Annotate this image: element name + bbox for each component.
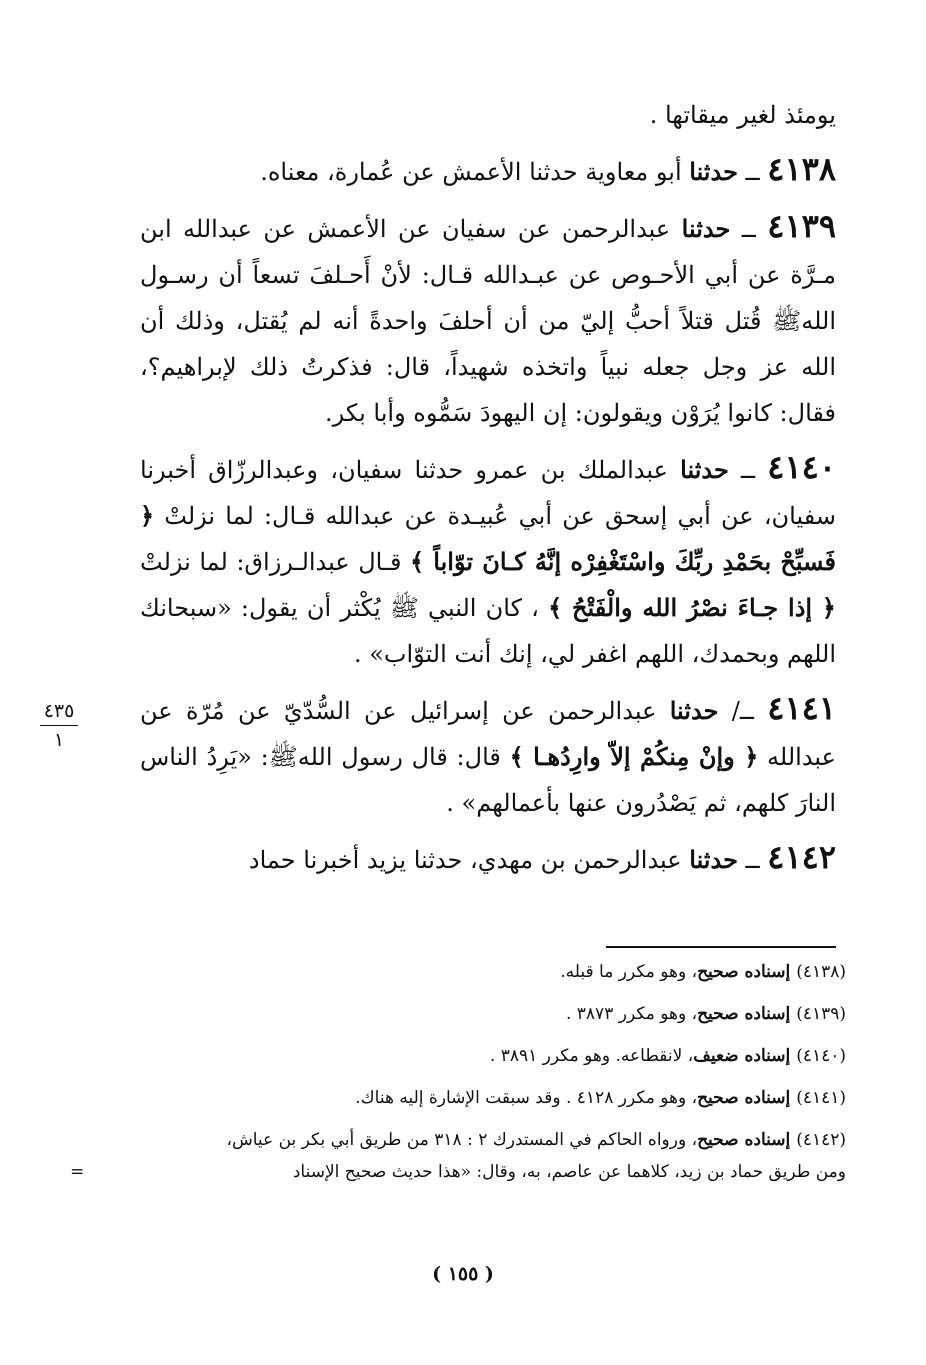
- hadith-separator: ــ: [728, 456, 768, 484]
- hadith-number: ٤١٤٢: [767, 838, 836, 876]
- footnotes: [70, 962, 846, 1183]
- hadith-lead: حدثنا: [681, 214, 731, 243]
- footnote-divider: [606, 946, 836, 948]
- quran-verse: ﴿ وإنْ مِنكُمْ إلاّ وارِدُهـا ﴾: [509, 742, 759, 771]
- margin-ref-divider: [40, 725, 78, 726]
- margin-ref-top: ٤٣٥: [43, 700, 75, 722]
- hadith-text: قال: قال رسول اللهﷺ: «يَرِدُ الناس النارَ كلهم، ثم يَصْدُرون عنها بأعمالهم» .: [140, 743, 836, 817]
- quran-verse: ﴿ فَسبِّحْ بحَمْدِ ربِّكَ واسْتَغْفِرْه إنَّهُ كـانَ توّاباً ﴾: [140, 501, 836, 576]
- hadith-text: عبدالرحمن عن إسرائيل عن السُّدّيّ عن مُرّة عن عبدالله: [140, 697, 836, 771]
- hadith-4142: [140, 834, 836, 883]
- hadith-separator: ــ/: [718, 697, 768, 725]
- footnote-ref: (٤١٤١): [796, 1088, 846, 1108]
- hadith-separator: ــ: [737, 846, 768, 874]
- hadith-separator: ــ: [737, 158, 768, 186]
- quran-verse: ﴿ إذا جـاءَ نصْرُ الله والْفَتْحُ ﴾: [548, 593, 836, 622]
- footnote-4140: [86, 1046, 846, 1067]
- intro-line: يومئذ لغير ميقاتها .: [649, 101, 836, 129]
- hadith-number: ٤١٣٩: [767, 207, 837, 245]
- margin-reference: [34, 700, 84, 751]
- footnote-4141: [86, 1088, 846, 1109]
- footnote-grade: إسناده صحيح: [697, 1004, 797, 1024]
- hadith-number: ٤١٤١: [767, 689, 836, 727]
- hadith-4139: [140, 203, 836, 436]
- hadith-4140: [140, 444, 836, 677]
- continuation-mark: =: [70, 1162, 85, 1182]
- hadith-separator: ــ: [730, 215, 768, 243]
- footnote-text: ، ورواه الحاكم في المستدرك ٢ : ٣١٨ من طريق أبي بكر بن عياش،: [226, 1130, 698, 1150]
- hadith-number: ٤١٤٠: [767, 448, 836, 486]
- hadith-lead: حدثنا: [680, 455, 729, 484]
- footnote-text: ، وهو مكرر ما قبله.: [560, 962, 698, 982]
- hadith-text: عبدالرحمن بن مهدي، حدثنا يزيد أخبرنا حماد: [248, 846, 690, 874]
- footnote-text: ، لانقطاعه. وهو مكرر ٣٨٩١ .: [489, 1046, 694, 1066]
- hadith-text: قـال عبدالـرزاق: لما نزلتْ: [140, 548, 410, 576]
- hadith-text: عبدالرحمن عن سفيان عن الأعمش عن عبدالله ابن مـرَّة عن أبي الأحـوص عن عبـدالله قـال: لأنْ أَحـلفَ تسعاً أن رسـول اللهﷺ قُتل قتلاً أحبُّ إليّ من أن أحلفَ واحدةً أنه لم يُقتل، وذلك أن الله عز وجل جعله نبياً واتخذه شهيداً، قال: فذكرتُ ذلك لإبراهيم؟، فقال: كانوا يُرَوْن ويقولون: إن اليهودَ سَمُّوه وأبا بكر.: [140, 215, 836, 427]
- footnote-ref: (٤١٣٨): [796, 962, 846, 982]
- footnote-grade: إسناده ضعيف: [693, 1046, 797, 1066]
- footnote-grade: إسناده صحيح: [697, 1130, 797, 1150]
- footnote-4138: [86, 962, 846, 983]
- footnote-continuation: [70, 1162, 846, 1183]
- hadith-4138: [140, 146, 836, 195]
- hadith-lead: حدثنا: [689, 157, 738, 186]
- hadith-text: أبو معاوية حدثنا الأعمش عن عُمارة، معناه.: [260, 158, 690, 186]
- page-number: ( ١٥٥ ): [432, 1263, 494, 1285]
- footnote-continuation-text: ومن طريق حماد بن زيد، كلاهما عن عاصم، به، وقال: «هذا حديث صحيح الإسناد: [292, 1162, 846, 1182]
- footnote-text: ، وهو مكرر ٣٨٧٣ .: [565, 1004, 698, 1024]
- footnote-ref: (٤١٤٠): [796, 1046, 846, 1066]
- hadith-number: ٤١٣٨: [767, 150, 836, 188]
- hadith-lead: حدثنا: [669, 696, 719, 725]
- footnote-4142: [86, 1130, 846, 1151]
- footnote-grade: إسناده صحيح: [697, 962, 797, 982]
- footnote-4139: [86, 1004, 846, 1025]
- main-text: [140, 92, 836, 891]
- footnote-grade: إسناده صحيح: [697, 1088, 797, 1108]
- footnote-text: ، وهو مكرر ٤١٢٨ . وقد سبقت الإشارة إليه هناك.: [355, 1088, 698, 1108]
- footnote-ref: (٤١٤٢): [796, 1130, 846, 1150]
- hadith-4141: [140, 685, 836, 826]
- hadith-lead: حدثنا: [689, 845, 738, 874]
- margin-ref-bottom: ١: [53, 729, 65, 751]
- hadith-text: عبدالملك بن عمرو حدثنا سفيان، وعبدالرزّاق أخبرنا سفيان، عن أبي إسحق عن أبي عُبيـدة عن عبدالله قـال: لما نزلتْ: [140, 456, 836, 530]
- hadith-text: ، كان النبي ﷺ يُكْثر أن يقول: «سبحانك اللهم وبحمدك، اللهم اغفر لي، إنك أنت التوّاب» .: [140, 594, 836, 668]
- footnote-ref: (٤١٣٩): [796, 1004, 846, 1024]
